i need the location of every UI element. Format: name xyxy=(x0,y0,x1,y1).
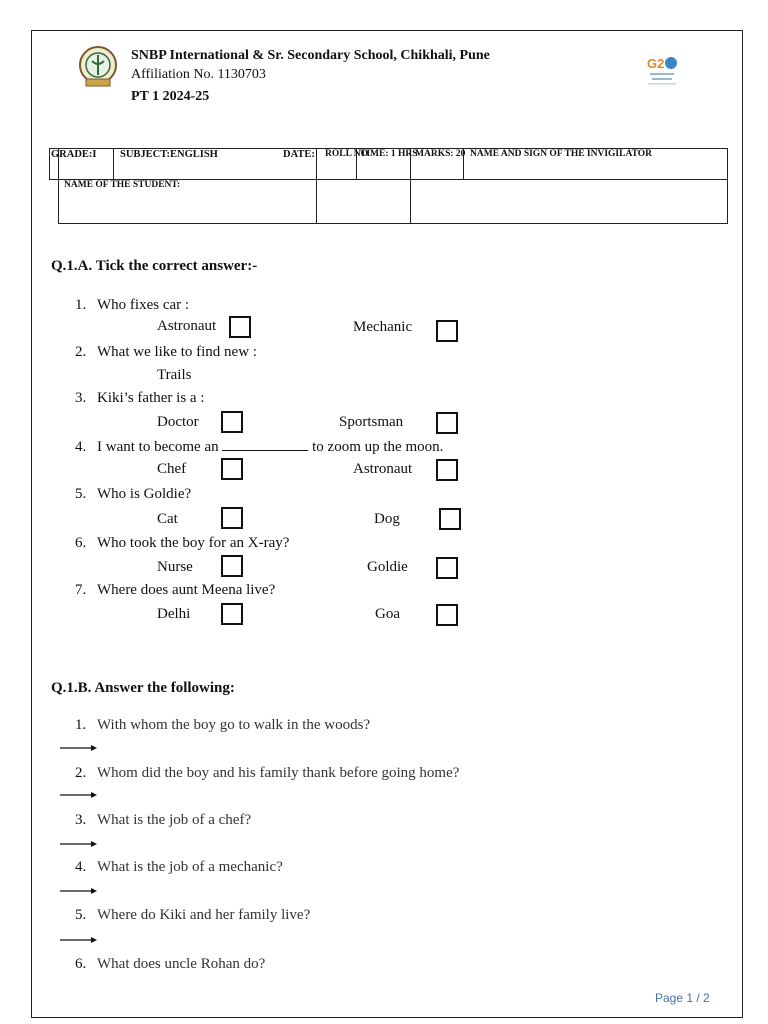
answer-arrow-icon xyxy=(60,886,98,896)
q1a-number: 6. xyxy=(75,535,87,551)
option-b: Mechanic xyxy=(353,319,413,335)
q1b-question: With whom the boy go to walk in the woods? xyxy=(97,717,371,733)
q1b-question: What does uncle Rohan do? xyxy=(97,956,266,972)
g20-logo xyxy=(640,48,684,92)
tick-box[interactable] xyxy=(221,507,243,529)
question-text: I want to become an xyxy=(97,439,219,455)
table-divider xyxy=(113,148,114,180)
q1a-number: 7. xyxy=(75,582,87,598)
q1b-number: 4. xyxy=(75,859,87,875)
subject-cell: SUBJECT:ENGLISH xyxy=(120,149,218,160)
student-name-cell: NAME OF THE STUDENT: xyxy=(64,180,181,190)
q1a-number: 5. xyxy=(75,486,87,502)
q1b-number: 2. xyxy=(75,765,87,781)
option-a: Trails xyxy=(157,367,192,383)
q1a-question: Who took the boy for an X-ray? xyxy=(97,535,290,551)
option-a: Astronaut xyxy=(157,318,217,334)
q1b-number: 1. xyxy=(75,717,87,733)
option-b: Sportsman xyxy=(339,414,404,430)
q1a-question-fill-blank xyxy=(97,439,443,456)
tick-box[interactable] xyxy=(436,557,458,579)
tick-box[interactable] xyxy=(229,316,251,338)
q1a-number: 3. xyxy=(75,390,87,406)
roll-cell: ROLL NO xyxy=(325,149,369,159)
time-cell: TIME: 1 HRS xyxy=(360,149,418,159)
q1a-number: 2. xyxy=(75,344,87,360)
option-a: Nurse xyxy=(157,559,193,575)
tick-box[interactable] xyxy=(436,320,458,342)
grade-cell: GRADE:I xyxy=(51,149,97,160)
option-b: Astronaut xyxy=(353,461,413,477)
svg-text:G2: G2 xyxy=(647,56,665,71)
q1b-number: 6. xyxy=(75,956,87,972)
q1b-question: Where do Kiki and her family live? xyxy=(97,907,311,923)
school-logo xyxy=(76,45,120,89)
q1b-question: What is the job of a mechanic? xyxy=(97,859,283,875)
affiliation-number: Affiliation No. 1130703 xyxy=(131,67,266,82)
date-cell: DATE: xyxy=(283,149,315,160)
answer-arrow-icon xyxy=(60,839,98,849)
q1a-number: 4. xyxy=(75,439,87,455)
page-number: Page 1 / 2 xyxy=(655,991,710,1005)
q1a-number: 1. xyxy=(75,297,87,313)
option-a: Doctor xyxy=(157,414,199,430)
q1a-question: Who fixes car : xyxy=(97,297,190,313)
tick-box[interactable] xyxy=(221,555,243,577)
tick-box[interactable] xyxy=(439,508,461,530)
answer-arrow-icon xyxy=(60,790,98,800)
tick-box[interactable] xyxy=(221,411,243,433)
option-a: Chef xyxy=(157,461,187,477)
q1b-number: 5. xyxy=(75,907,87,923)
option-a: Delhi xyxy=(157,606,191,622)
option-b: Goldie xyxy=(367,559,408,575)
table-divider xyxy=(410,148,411,224)
answer-arrow-icon xyxy=(60,935,98,945)
q1a-question: What we like to find new : xyxy=(97,344,257,360)
answer-arrow-icon xyxy=(60,743,98,753)
q1a-heading: Q.1.A. Tick the correct answer:- xyxy=(51,258,258,274)
test-name: PT 1 2024-25 xyxy=(131,89,210,104)
q1b-heading: Q.1.B. Answer the following: xyxy=(51,680,235,696)
q1a-question: Kiki’s father is a : xyxy=(97,390,205,406)
q1a-question: Where does aunt Meena live? xyxy=(97,582,276,598)
answer-blank[interactable] xyxy=(222,449,308,451)
question-text: to zoom up the moon. xyxy=(312,439,444,455)
tick-box[interactable] xyxy=(221,458,243,480)
marks-cell: MARKS: 20 xyxy=(415,149,466,159)
q1b-question: What is the job of a chef? xyxy=(97,812,252,828)
invigilator-cell: NAME AND SIGN OF THE INVIGILATOR xyxy=(470,149,653,159)
tick-box[interactable] xyxy=(436,459,458,481)
q1b-question: Whom did the boy and his family thank before going home? xyxy=(97,765,460,781)
table-divider xyxy=(316,148,317,224)
tick-box[interactable] xyxy=(436,412,458,434)
option-a: Cat xyxy=(157,511,178,527)
q1b-number: 3. xyxy=(75,812,87,828)
school-name: SNBP International & Sr. Secondary School, Chikhali, Pune xyxy=(131,48,490,63)
tick-box[interactable] xyxy=(221,603,243,625)
q1a-question: Who is Goldie? xyxy=(97,486,192,502)
option-b: Goa xyxy=(375,606,400,622)
option-b: Dog xyxy=(374,511,400,527)
tick-box[interactable] xyxy=(436,604,458,626)
